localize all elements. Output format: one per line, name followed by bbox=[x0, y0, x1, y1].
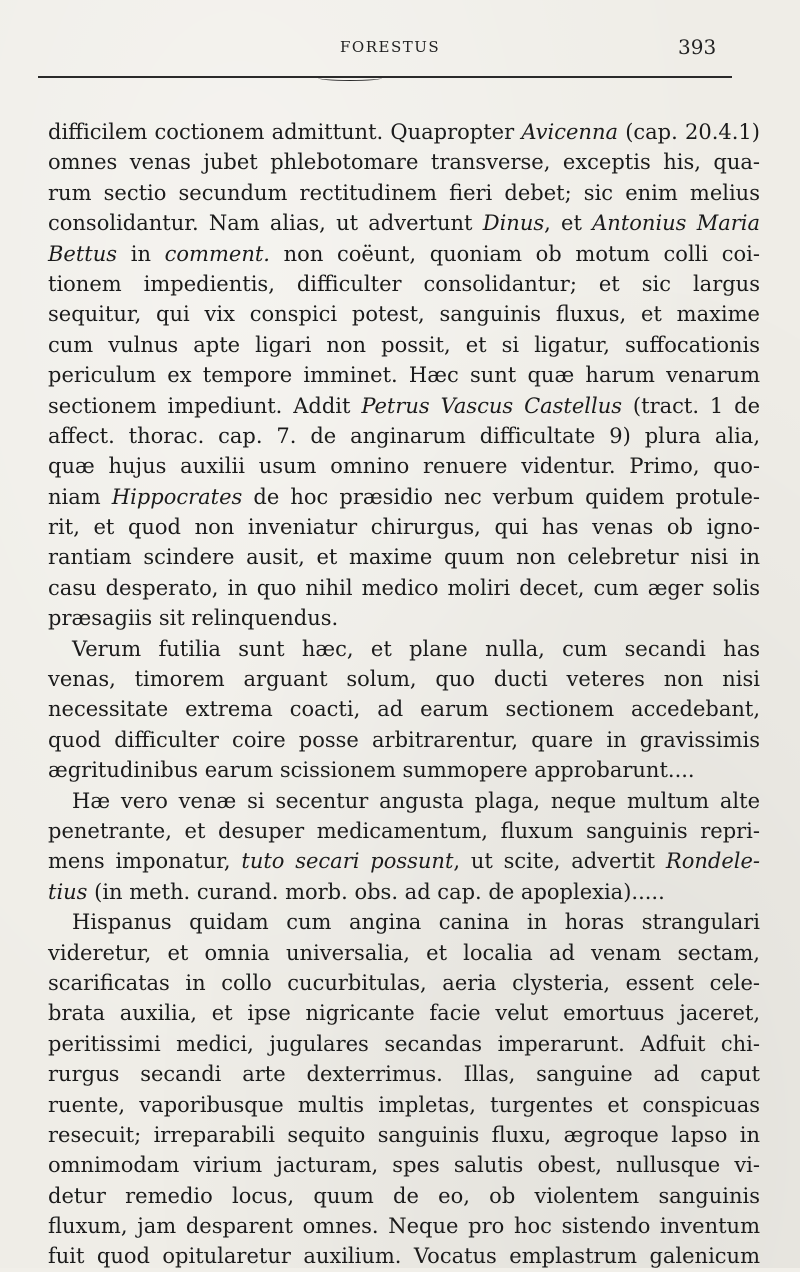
text-line: omnimodam virium jacturam, spes salutis obest, nullusque vi- bbox=[48, 1153, 760, 1178]
text-line: rantiam scindere ausit, et maxime quum non celebretur nisi in bbox=[48, 545, 760, 570]
text-line: affect. thorac. cap. 7. de anginarum difficultate 9) plura alia, bbox=[48, 423, 760, 448]
header-rule-ornament bbox=[318, 75, 382, 81]
header-rule bbox=[38, 76, 732, 78]
text-line: cum vulnus apte ligari non possit, et si ligatur, suffocationis bbox=[48, 332, 760, 357]
text-line: rit, et quod non inveniatur chirurgus, qui has venas ob igno- bbox=[48, 515, 760, 540]
text-line: consolidantur. Nam alias, ut advertunt Dinus, et Antonius Maria bbox=[48, 211, 760, 236]
body-text bbox=[48, 117, 760, 1272]
text-line: Hispanus quidam cum angina canina in horas strangulari bbox=[72, 910, 760, 935]
text-line: detur remedio locus, quum de eo, ob violentem sanguinis bbox=[48, 1183, 760, 1208]
text-line: ægritudinibus earum scissionem summopere approbarunt.... bbox=[48, 758, 695, 783]
text-line: necessitate extrema coacti, ad earum sectionem accedebant, bbox=[48, 697, 760, 722]
text-line: niam Hippocrates de hoc præsidio nec verbum quidem protule- bbox=[48, 484, 761, 509]
paragraph bbox=[48, 117, 760, 634]
running-title: FORESTUS bbox=[340, 38, 441, 56]
running-header bbox=[0, 35, 800, 62]
text-line: Verum futilia sunt hæc, et plane nulla, cum secandi has bbox=[72, 636, 760, 661]
text-line: rurgus secandi arte dexterrimus. Illas, sanguine ad caput bbox=[48, 1062, 760, 1087]
paragraph bbox=[48, 634, 760, 786]
paragraph bbox=[48, 786, 760, 908]
text-line: periculum ex tempore imminet. Hæc sunt quæ harum venarum bbox=[48, 363, 760, 388]
text-line: sequitur, qui vix conspici potest, sanguinis fluxus, et maxime bbox=[48, 302, 760, 327]
text-line: scarificatas in collo cucurbitulas, aeria clysteria, essent cele- bbox=[48, 970, 760, 995]
text-line: brata auxilia, et ipse nigricante facie velut emortuus jaceret, bbox=[48, 1001, 760, 1026]
text-line: fluxum, jam desparent omnes. Neque pro hoc sistendo inventum bbox=[48, 1214, 760, 1239]
text-line: videretur, et omnia universalia, et localia ad venam sectam, bbox=[48, 940, 760, 965]
page-number: 393 bbox=[678, 35, 717, 59]
text-line: sectionem impediunt. Addit Petrus Vascus Castellus (tract. 1 de bbox=[48, 393, 760, 418]
text-line: quæ hujus auxilii usum omnino renuere videntur. Primo, quo- bbox=[48, 454, 760, 479]
text-line: casu desperato, in quo nihil medico moliri decet, cum æger solis bbox=[48, 575, 760, 600]
text-line: fuit quod opitularetur auxilium. Vocatus emplastrum galenicum bbox=[48, 1244, 760, 1269]
text-line: omnes venas jubet phlebotomare transverse, exceptis his, qua- bbox=[48, 150, 760, 175]
text-line: difficilem coctionem admittunt. Quapropter Avicenna (cap. 20.4.1) bbox=[48, 120, 760, 144]
text-line: resecuit; irreparabili sequito sanguinis fluxu, ægroque lapso in bbox=[48, 1122, 760, 1147]
text-line: ruente, vaporibusque multis impletas, turgentes et conspicuas bbox=[48, 1092, 760, 1117]
text-line: Bettus in comment. non coëunt, quoniam ob motum colli coi- bbox=[48, 241, 760, 266]
text-line: penetrante, et desuper medicamentum, fluxum sanguinis repri- bbox=[48, 818, 760, 843]
text-line: Hæ vero venæ si secentur angusta plaga, neque multum alte bbox=[72, 788, 760, 813]
text-line: rum sectio secundum rectitudinem fieri debet; sic enim melius bbox=[48, 180, 760, 205]
text-line: tius (in meth. curand. morb. obs. ad cap. de apoplexia)..... bbox=[48, 879, 665, 904]
text-line: præsagiis sit relinquendus. bbox=[48, 606, 339, 631]
text-line: tionem impedientis, difficulter consolidantur; et sic largus bbox=[48, 271, 760, 296]
text-line: mens imponatur, tuto secari possunt, ut scite, advertit Rondele- bbox=[48, 849, 761, 874]
text-line: venas, timorem arguant solum, quo ducti veteres non nisi bbox=[48, 667, 760, 692]
text-line: quod difficulter coire posse arbitrarentur, quare in gravissimis bbox=[48, 727, 760, 752]
text-line: peritissimi medici, jugulares secandas imperarunt. Adfuit chi- bbox=[48, 1031, 760, 1056]
paragraph bbox=[48, 907, 760, 1272]
